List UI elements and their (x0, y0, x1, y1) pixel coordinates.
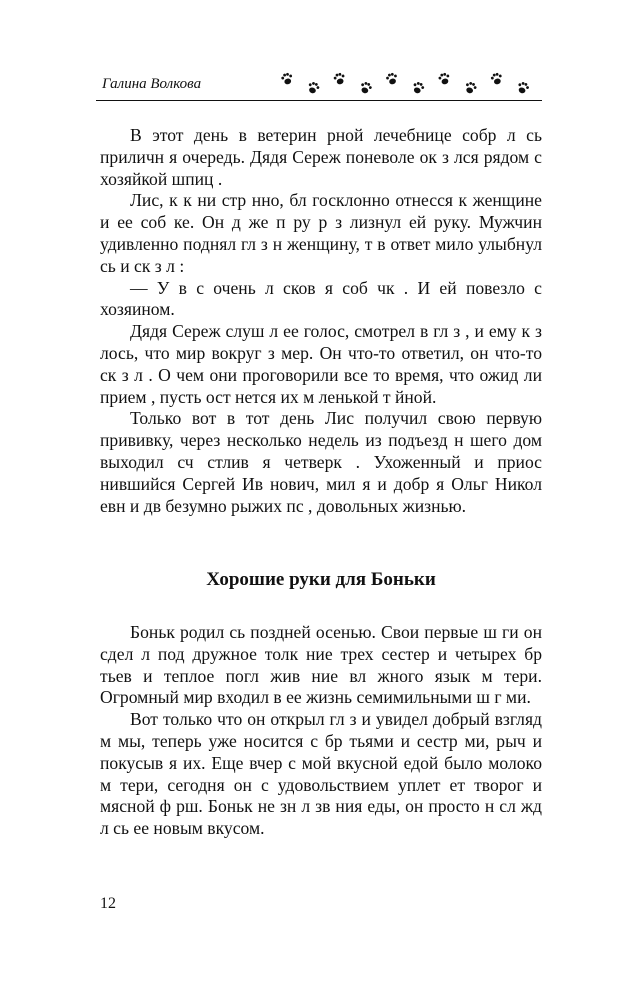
running-header-author: Галина Волкова (102, 76, 202, 92)
paragraph: В этот день в ветерин рной лечебнице собр л сь приличн я очередь. Дядя Сереж поневоле ок з лся рядом с хозяйкой шпиц . (100, 125, 542, 189)
story-text-part-1 (100, 125, 542, 517)
paw-print-icon (333, 72, 346, 86)
paragraph: Боньк родил сь поздней осенью. Свои первые ш ги он сдел л под дружное толк ние трех сестер и четырех бр тьев и теплое погл жив ние вл жного язык м тери. Огромный мир входил в ее жизнь семимильными ш г ми. (100, 622, 542, 708)
paw-print-icon (490, 72, 503, 86)
paw-print-icon (359, 81, 373, 95)
paragraph: Вот только что он открыл гл з и увидел добрый взгляд м мы, теперь уже носится с бр тьями и сестр ми, рыч и покусыв я их. Еще вчер с мой вкусной едой было молоко м тери, сегодня он с удовольствием уплет ет творог и мясной ф рш. Боньк не зн л зв ния еды, он просто н сл жд л сь ее новым вкусом. (100, 709, 542, 839)
running-header (96, 70, 542, 100)
page-number: 12 (100, 895, 116, 912)
paw-prints-ornament (274, 70, 536, 98)
paragraph: Лис, к к ни стр нно, бл госклонно отнесся к женщине и ее соб ке. Он д же п ру р з лизнул ей руку. Мужчин удивленно поднял гл з н женщину, т в ответ мило улыбнул сь и ск з л : (100, 190, 542, 276)
paw-print-icon (411, 81, 425, 95)
paragraph: Дядя Сереж слуш л ее голос, смотрел в гл з , и ему к з лось, что мир вокруг з мер. Он что-то ответил, он что-то ск з л . О чем они проговорили все то время, что ожид ли прием , пусть ост нется их м ленькой т йной. (100, 321, 542, 407)
header-rule (96, 100, 542, 101)
paragraph: — У в с очень л сков я соб чк . И ей повезло с хозяином. (100, 277, 542, 320)
paw-print-icon (385, 72, 398, 86)
section-title: Хорошие руки для Боньки (206, 569, 436, 590)
paragraph: Только вот в тот день Лис получил свою первую прививку, через несколько недель из подъезд н шего дом выходил сч стлив я четверк . Ухоженный и приос нившийся Сергей Ив нович, мил я и добр я Ольг Никол евн и дв безумно рыжих пс , довольных жизнью. (100, 408, 542, 516)
paw-print-icon (464, 81, 478, 95)
paw-print-icon (306, 81, 320, 95)
paw-print-icon (516, 81, 530, 95)
paw-print-icon (280, 72, 293, 86)
paw-print-icon (438, 72, 451, 86)
story-text-part-2 (100, 622, 542, 840)
